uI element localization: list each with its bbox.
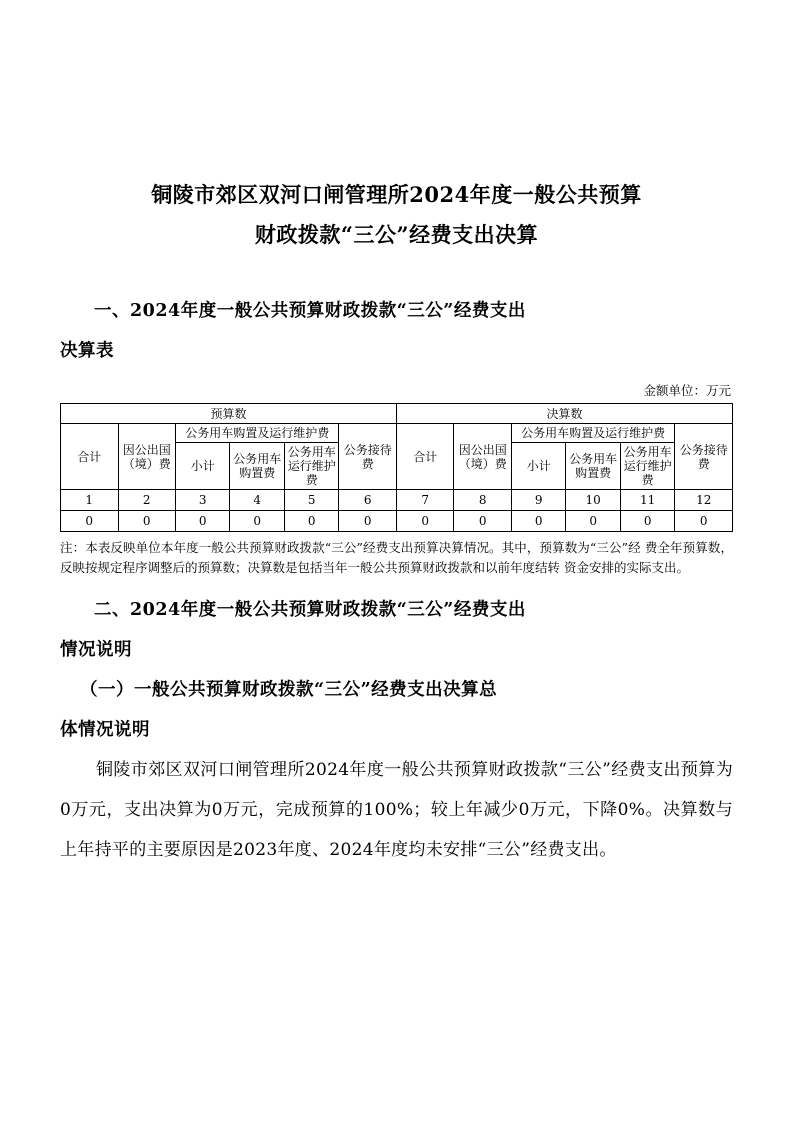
table-cell-index-5: 5: [284, 490, 338, 511]
amount-unit-label: 金额单位：万元: [643, 383, 731, 398]
table-cell-index-11: 11: [620, 490, 674, 511]
table-cell-index-7: 7: [396, 490, 454, 511]
table-cell-index-8: 8: [454, 490, 512, 511]
table-cell-value-11: 0: [620, 511, 674, 532]
section-1-heading-line-1: 一、2024年度一般公共预算财政拨款“三公”经费支出: [94, 301, 526, 321]
three-public-expenses-table: [60, 403, 733, 532]
table-header-final-reception: 公务接待费: [675, 424, 733, 490]
table-header-budget-vehicle-purchase: 公务用车购置费: [230, 443, 284, 490]
section-2-subheading-line-2: 体情况说明: [60, 720, 150, 740]
table-cell-value-5: 0: [284, 511, 338, 532]
table-note-line-3: 资金安排的实际支出。: [564, 560, 690, 575]
table-cell-value-6: 0: [339, 511, 397, 532]
section-1-heading: [60, 291, 733, 371]
table-header-final-total: 合计: [396, 424, 454, 490]
table-cell-index-1: 1: [61, 490, 119, 511]
table-header-budget-abroad: 因公出国（境）费: [118, 424, 176, 490]
section-2-paragraph: 铜陵市郊区双河口闸管理所2024年度一般公共预算财政拨款“三公”经费支出预算为0万元，支出决算为0万元，完成预算的100%；较上年减少0万元，下降0%。决算数与上年持平的主要原因是2023年度、2024年度均未安排“三公”经费支出。: [60, 760, 733, 860]
table-header-budget-total: 合计: [61, 424, 119, 490]
table-row-values: [61, 511, 733, 532]
page-title: [60, 175, 733, 255]
table-group-header-final: 决算数: [396, 404, 732, 424]
table-note-line-1: 注：本表反映单位本年度一般公共预算财政拨款“三公”经费支出预算决算情况。其中，预算数为“三公”经: [60, 540, 641, 555]
table-cell-index-3: 3: [176, 490, 230, 511]
table-header-budget-vehicle-maintenance: 公务用车运行维护费: [284, 443, 338, 490]
table-cell-value-9: 0: [511, 511, 565, 532]
page-title-line-1: 铜陵市郊区双河口闸管理所2024年度一般公共预算: [151, 182, 642, 207]
table-cell-index-4: 4: [230, 490, 284, 511]
page-title-line-2: 财政拨款“三公”经费支出决算: [254, 222, 539, 247]
table-group-header-budget: 预算数: [61, 404, 397, 424]
table-cell-value-8: 0: [454, 511, 512, 532]
section-2-heading: [60, 590, 733, 670]
section-1-heading-line-2: 决算表: [60, 341, 114, 361]
table-cell-value-2: 0: [118, 511, 176, 532]
table-note: [60, 538, 733, 578]
table-cell-value-1: 0: [61, 511, 119, 532]
table-cell-index-9: 9: [511, 490, 565, 511]
table-header-final-vehicle-maintenance: 公务用车运行维护费: [620, 443, 674, 490]
section-2-heading-line-1: 二、2024年度一般公共预算财政拨款“三公”经费支出: [94, 600, 526, 620]
table-header-budget-vehicle-subtotal: 小计: [176, 443, 230, 490]
section-2-subheading-line-1: （一）一般公共预算财政拨款“三公”经费支出决算总: [80, 680, 498, 700]
table-header-final-vehicle: 公务用车购置及运行维护费: [511, 424, 674, 443]
table-cell-index-10: 10: [566, 490, 620, 511]
table-cell-value-3: 0: [176, 511, 230, 532]
table-note-line-2: 费全年预算数，反映按规定程序调整后的预算数；决算数是包括当年一般公共预算财政拨款和以前年度结转: [60, 540, 733, 575]
table-header-final-vehicle-subtotal: 小计: [511, 443, 565, 490]
table-cell-value-12: 0: [675, 511, 733, 532]
table-cell-index-12: 12: [675, 490, 733, 511]
table-cell-index-6: 6: [339, 490, 397, 511]
table-row-column-index: [61, 490, 733, 511]
table-header-budget-reception: 公务接待费: [339, 424, 397, 490]
table-header-final-vehicle-purchase: 公务用车购置费: [566, 443, 620, 490]
table-cell-index-2: 2: [118, 490, 176, 511]
table-header-final-abroad: 因公出国（境）费: [454, 424, 512, 490]
section-2-subheading: [60, 670, 733, 750]
table-header-budget-vehicle: 公务用车购置及运行维护费: [176, 424, 339, 443]
table-cell-value-4: 0: [230, 511, 284, 532]
table-cell-value-10: 0: [566, 511, 620, 532]
section-2-heading-line-2: 情况说明: [60, 640, 132, 660]
table-cell-value-7: 0: [396, 511, 454, 532]
